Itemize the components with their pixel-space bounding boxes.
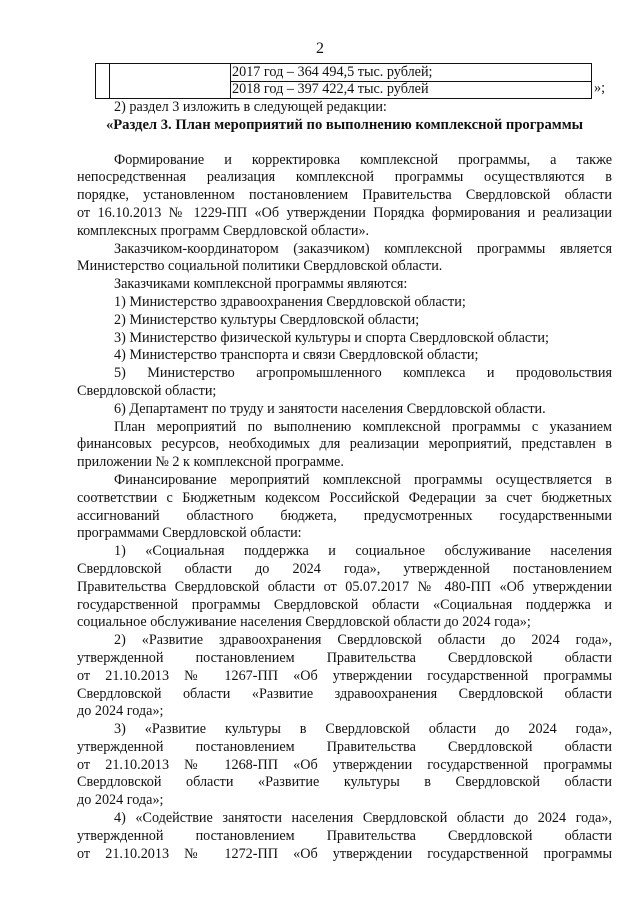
text-line: Свердловской области «Развитие культуры в Свердловской области xyxy=(77,774,612,791)
text-line: утвержденной постановлением Правительства Свердловской области xyxy=(77,649,612,666)
text-line: от 16.10.2013 № 1229-ПП «Об утверждении Порядка формирования и реализации xyxy=(77,204,612,221)
text-line: Заказчиком-координатором (заказчиком) комплексной программы является xyxy=(114,240,612,257)
table-row-2017: 2017 год – 364 494,5 тыс. рублей; xyxy=(232,64,433,80)
table-row-2018: 2018 год – 397 422,4 тыс. рублей xyxy=(232,81,429,97)
text-line: Формирование и корректировка комплексной программы, а также xyxy=(114,151,612,168)
text-line: от 21.10.2013 № 1268-ПП «Об утверждении государственной программы xyxy=(77,756,612,773)
list-item-continuation: Свердловской области; xyxy=(77,382,217,399)
text-line: до 2024 года»; xyxy=(77,703,164,720)
list-item: 5) Министерство агропромышленного комплекса и продовольствия xyxy=(114,365,612,382)
funding-table-fragment xyxy=(95,63,592,99)
text-line: 2) «Развитие здравоохранения Свердловской области до 2024 года», xyxy=(114,632,612,649)
text-line: Свердловской области до 2024 года», утвержденной постановлением xyxy=(77,560,612,577)
document-body xyxy=(77,99,612,863)
text-line: финансовых ресурсов, необходимых для реализации мероприятий, представлен в xyxy=(77,436,612,453)
table-border-left xyxy=(95,64,96,98)
intro-line: 2) раздел 3 изложить в следующей редакции: xyxy=(114,99,387,115)
paragraph-formation xyxy=(77,152,612,241)
paragraph-customers: Заказчиками комплексной программы являются: xyxy=(114,276,408,293)
text-line: Свердловской области «Развитие здравоохранения Свердловской области xyxy=(77,685,612,702)
text-line: комплексных программ Свердловской области». xyxy=(77,222,370,239)
text-line: 1) «Социальная поддержка и социальное обслуживание населения xyxy=(114,543,612,560)
text-line: программами Свердловской области: xyxy=(77,525,302,542)
text-line: Правительства Свердловской области от 05.07.2017 № 480-ПП «Об утверждении xyxy=(77,578,612,595)
page-number: 2 xyxy=(316,40,324,57)
text-line: 3) «Развитие культуры в Свердловской области до 2024 года», xyxy=(114,721,612,738)
section-heading: «Раздел 3. План мероприятий по выполнению комплексной программы xyxy=(105,116,584,133)
text-line: приложении № 2 к комплексной программе. xyxy=(77,454,344,471)
program-item-2 xyxy=(77,632,612,721)
text-line: 4) «Содействие занятости населения Свердловской области до 2024 года», xyxy=(114,810,612,827)
list-item: 4) Министерство транспорта и связи Свердловской области; xyxy=(114,347,479,364)
text-line: государственной программы Свердловской области «Социальная поддержка и xyxy=(77,596,612,613)
text-line: Финансирование мероприятий комплексной программы осуществляется в xyxy=(114,471,612,488)
text-line: от 21.10.2013 № 1267-ПП «Об утверждении государственной программы xyxy=(77,667,612,684)
list-item: 6) Департамент по труду и занятости населения Свердловской области. xyxy=(114,400,546,417)
text-line: социальное обслуживание населения Свердловской области до 2024 года»; xyxy=(77,614,531,631)
text-line: План мероприятий по выполнению комплексной программы с указанием xyxy=(114,418,612,435)
list-item: 1) Министерство здравоохранения Свердловской области; xyxy=(114,293,466,310)
program-item-4 xyxy=(77,810,612,863)
text-line: ассигнований областного бюджета, предусмотренных государственными xyxy=(77,507,612,524)
paragraph-plan xyxy=(77,419,612,472)
text-line: утвержденной постановлением Правительства Свердловской области xyxy=(77,827,612,844)
text-line: от 21.10.2013 № 1272-ПП «Об утверждении государственной программы xyxy=(77,845,612,862)
text-line: непосредственная реализация комплексной программы осуществляются в xyxy=(77,169,612,186)
table-border-inner xyxy=(109,64,110,98)
text-line: порядке, установленном постановлением Правительства Свердловской области xyxy=(77,187,612,204)
list-item: 2) Министерство культуры Свердловской области; xyxy=(114,311,420,328)
text-line: Министерство социальной политики Свердловской области. xyxy=(77,258,443,275)
list-item: 3) Министерство физической культуры и спорта Свердловской области; xyxy=(114,329,549,346)
customer-list xyxy=(77,294,612,419)
program-item-3 xyxy=(77,721,612,810)
paragraph-financing xyxy=(77,472,612,543)
text-line: утвержденной постановлением Правительства Свердловской области xyxy=(77,738,612,755)
text-line: соответствии с Бюджетным кодексом Российской Федерации за счет бюджетных xyxy=(77,489,612,506)
paragraph-coordinator xyxy=(77,241,612,277)
text-line: до 2024 года»; xyxy=(77,792,164,809)
table-closing-quote: »; xyxy=(594,80,606,96)
program-item-1 xyxy=(77,543,612,632)
